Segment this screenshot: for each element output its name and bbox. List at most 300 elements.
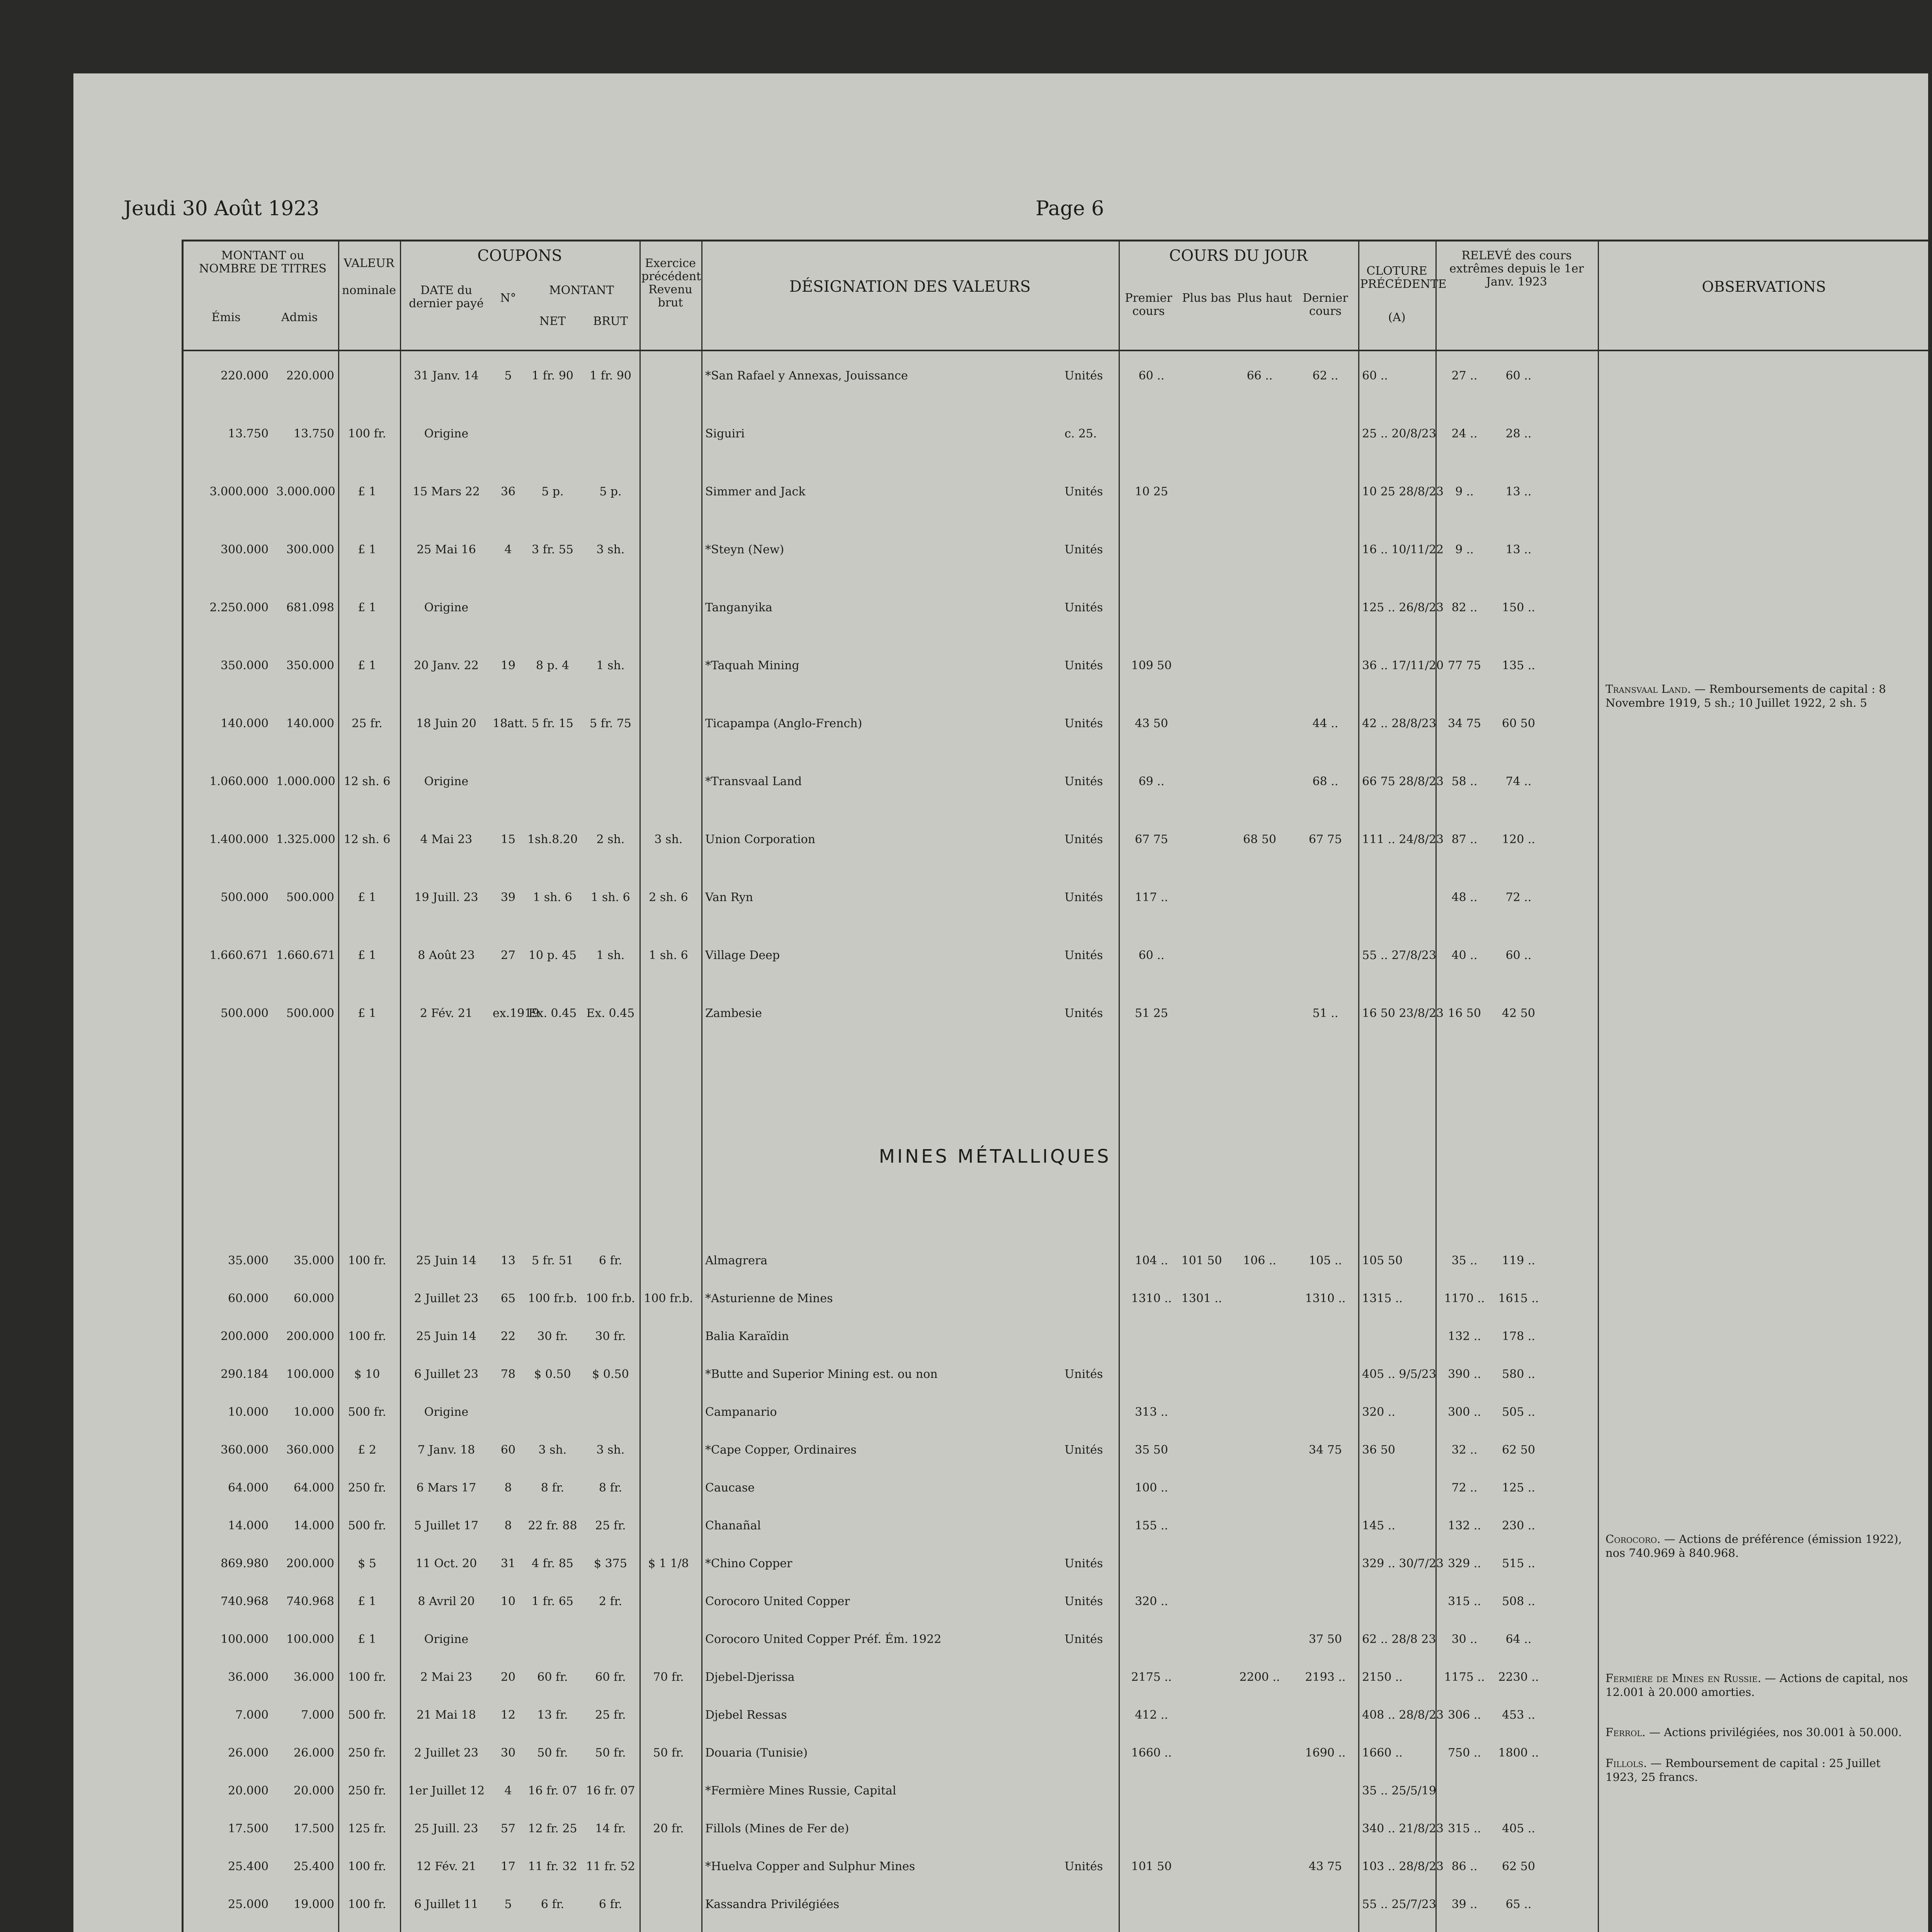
cell-releve-haut: 64 .. <box>1505 1633 1532 1646</box>
table-row <box>184 1367 1930 1385</box>
cell-dernier: 44 .. <box>1312 717 1338 730</box>
cell-releve-bas: 77 75 <box>1448 659 1481 672</box>
cell-net: 8 fr. <box>541 1481 565 1495</box>
table-row <box>184 1860 1930 1878</box>
cell-valeur: $ 10 <box>354 1367 380 1381</box>
cell-releve-bas: 30 .. <box>1451 1633 1478 1646</box>
cell-brut: 3 sh. <box>596 1443 625 1457</box>
cell-releve-haut: 1800 .. <box>1498 1746 1539 1760</box>
cell-releve-bas: 86 .. <box>1451 1860 1478 1873</box>
cell-brut: 6 fr. <box>599 1898 622 1911</box>
cell-dernier: 37 50 <box>1309 1633 1342 1646</box>
cell-valeur: 500 fr. <box>348 1519 386 1532</box>
cell-releve-bas: 329 .. <box>1448 1557 1481 1570</box>
cell-releve-bas: 34 75 <box>1448 717 1481 730</box>
cell-valeur: 100 fr. <box>348 1860 386 1873</box>
observation-text: — Actions de capital, nos 12.001 à 20.000 amorties. <box>1605 1672 1908 1699</box>
cell-valeur: £ 2 <box>358 1443 376 1457</box>
table-row <box>184 1405 1930 1423</box>
cell-exercice: 20 fr. <box>653 1822 684 1835</box>
cell-admis: 140.000 <box>286 717 334 730</box>
cell-releve-bas: 300 .. <box>1448 1405 1481 1419</box>
cell-date: 25 Mai 16 <box>417 543 476 556</box>
observation-lead: Ferrol. <box>1605 1726 1649 1739</box>
cell-releve-bas: 82 .. <box>1451 601 1478 614</box>
cell-valeur: 100 fr. <box>348 1898 386 1911</box>
header-emis: Émis <box>211 311 241 324</box>
cell-net: 10 p. 45 <box>528 949 577 962</box>
table-row <box>184 1292 1930 1310</box>
cell-valeur: 100 fr. <box>348 427 386 440</box>
cell-valeur: $ 5 <box>358 1557 376 1570</box>
cell-date: 31 Janv. 14 <box>414 369 479 383</box>
issue-date: Jeudi 30 Août 1923 <box>124 197 320 220</box>
cell-cloture: 105 50 <box>1362 1254 1403 1267</box>
cell-numero: 60 <box>500 1443 516 1457</box>
cell-designation: Djebel Ressas <box>705 1708 787 1722</box>
cell-numero: 13 <box>500 1254 516 1267</box>
header-valeur: VALEUR <box>344 257 395 270</box>
cell-emis: 60.000 <box>228 1292 269 1305</box>
cell-numero: 36 <box>500 485 516 498</box>
cell-emis: 500.000 <box>220 891 269 904</box>
cell-net: 1 sh. 6 <box>533 891 572 904</box>
cell-date: 7 Janv. 18 <box>417 1443 475 1457</box>
cell-date: 25 Juill. 23 <box>414 1822 478 1835</box>
cell-net: 11 fr. 32 <box>528 1860 577 1873</box>
cell-date: Origine <box>424 1405 469 1419</box>
cell-exercice: 100 fr.b. <box>644 1292 693 1305</box>
cell-valeur: 500 fr. <box>348 1708 386 1722</box>
cell-designation: *Asturienne de Mines <box>705 1292 833 1305</box>
cell-admis: 200.000 <box>286 1330 334 1343</box>
cell-releve-bas: 9 .. <box>1455 485 1474 498</box>
cell-releve-bas: 9 .. <box>1455 543 1474 556</box>
cell-cloture: 405 .. 9/5/23 <box>1362 1367 1436 1381</box>
table-row <box>184 1443 1930 1461</box>
cell-date: 5 Juillet 17 <box>414 1519 479 1532</box>
cell-numero: 12 <box>500 1708 516 1722</box>
cell-releve-haut: 60 .. <box>1505 949 1532 962</box>
cell-admis: 14.000 <box>294 1519 334 1532</box>
cell-admis: 17.500 <box>294 1822 334 1835</box>
cell-emis: 13.750 <box>228 427 269 440</box>
cell-premier: 117 .. <box>1135 891 1168 904</box>
observation-lead: Transvaal Land. <box>1605 682 1695 696</box>
cell-emis: 220.000 <box>220 369 269 383</box>
cell-releve-bas: 1170 .. <box>1444 1292 1485 1305</box>
cell-qualifier: Unités <box>1065 833 1103 846</box>
page-number: Page 6 <box>1036 197 1104 220</box>
cell-admis: 7.000 <box>301 1708 334 1722</box>
header-net: NET <box>539 315 566 328</box>
cell-premier: 412 .. <box>1135 1708 1168 1722</box>
cell-emis: 140.000 <box>220 717 269 730</box>
cell-exercice: 50 fr. <box>653 1746 684 1760</box>
cell-numero: 57 <box>500 1822 516 1835</box>
cell-cloture: 329 .. 30/7/23 <box>1362 1557 1444 1570</box>
cell-emis: 1.400.000 <box>209 833 269 846</box>
cell-releve-haut: 60 .. <box>1505 369 1532 383</box>
cell-admis: 3.000.000 <box>276 485 335 498</box>
cell-valeur: £ 1 <box>358 1007 376 1020</box>
cell-designation: Kassandra Privilégiées <box>705 1898 839 1911</box>
cell-premier: 104 .. <box>1135 1254 1168 1267</box>
cell-admis: 60.000 <box>294 1292 334 1305</box>
cell-date: 2 Juillet 23 <box>414 1292 479 1305</box>
cell-releve-bas: 16 50 <box>1448 1007 1481 1020</box>
cell-numero: 30 <box>500 1746 516 1760</box>
cell-date: 18 Juin 20 <box>416 717 476 730</box>
cell-valeur: £ 1 <box>358 891 376 904</box>
cell-brut: 3 sh. <box>596 543 625 556</box>
cell-numero: 15 <box>500 833 516 846</box>
cell-valeur: £ 1 <box>358 1633 376 1646</box>
cell-qualifier: Unités <box>1065 601 1103 614</box>
cell-numero: 39 <box>500 891 516 904</box>
cell-cloture: 36 50 <box>1362 1443 1395 1457</box>
table-row <box>184 485 1930 503</box>
cell-valeur: 100 fr. <box>348 1670 386 1684</box>
cell-emis: 35.000 <box>228 1254 269 1267</box>
cell-designation: Simmer and Jack <box>705 485 806 498</box>
cell-net: 8 p. 4 <box>536 659 569 672</box>
cell-qualifier: Unités <box>1065 1557 1103 1570</box>
cell-cloture: 2150 .. <box>1362 1670 1403 1684</box>
cell-numero: 20 <box>500 1670 516 1684</box>
cell-date: 25 Juin 14 <box>416 1254 476 1267</box>
cell-admis: 19.000 <box>294 1898 334 1911</box>
cell-emis: 1.660.671 <box>209 949 269 962</box>
metal-mines-rows <box>184 1254 1930 1932</box>
cell-net: 1sh.8.20 <box>527 833 578 846</box>
cell-brut: 1 sh. <box>596 659 625 672</box>
header-dernier: Dernier cours <box>1303 291 1348 318</box>
cell-plus-bas: 101 50 <box>1181 1254 1222 1267</box>
table-row <box>184 1007 1930 1024</box>
cell-releve-bas: 35 .. <box>1451 1254 1478 1267</box>
observation-note <box>1605 1671 1915 1699</box>
cell-exercice: 3 sh. <box>654 833 683 846</box>
cell-releve-bas: 27 .. <box>1451 369 1478 383</box>
cell-valeur: 100 fr. <box>348 1254 386 1267</box>
cell-designation: Village Deep <box>705 949 780 962</box>
cell-admis: 681.098 <box>286 601 334 614</box>
cell-releve-haut: 74 .. <box>1505 775 1532 788</box>
table-row <box>184 427 1930 445</box>
cell-net: 1 fr. 90 <box>531 369 574 383</box>
cell-designation: *Huelva Copper and Sulphur Mines <box>705 1860 915 1873</box>
cell-releve-haut: 515 .. <box>1502 1557 1535 1570</box>
cell-releve-bas: 87 .. <box>1451 833 1478 846</box>
cell-date: 15 Mars 22 <box>413 485 480 498</box>
cell-designation: Almagrera <box>705 1254 768 1267</box>
cell-releve-bas: 24 .. <box>1451 427 1478 440</box>
cell-numero: 4 <box>504 543 512 556</box>
cell-qualifier: Unités <box>1065 1595 1103 1608</box>
cell-releve-haut: 453 .. <box>1502 1708 1535 1722</box>
cell-releve-bas: 132 .. <box>1448 1330 1481 1343</box>
cell-dernier: 62 .. <box>1312 369 1338 383</box>
header-exercice: Exercice précédent Revenu brut <box>641 257 701 310</box>
cell-net: 3 sh. <box>538 1443 567 1457</box>
cell-releve-haut: 150 .. <box>1502 601 1535 614</box>
cell-net: 4 fr. 85 <box>531 1557 574 1570</box>
table-row <box>184 891 1930 908</box>
cell-qualifier: Unités <box>1065 717 1103 730</box>
header-nominale: nominale <box>342 284 396 297</box>
cell-numero: 19 <box>500 659 516 672</box>
cell-releve-bas: 40 .. <box>1451 949 1478 962</box>
cell-releve-haut: 65 .. <box>1505 1898 1532 1911</box>
table-row <box>184 1633 1930 1650</box>
cell-brut: 5 fr. 75 <box>589 717 632 730</box>
cell-date: 1er Juillet 12 <box>408 1784 485 1798</box>
cell-net: 12 fr. 25 <box>528 1822 577 1835</box>
header-coupons: COUPONS <box>477 247 562 265</box>
cell-premier: 10 25 <box>1135 485 1168 498</box>
cell-dernier: 105 .. <box>1309 1254 1342 1267</box>
cell-date: 6 Juillet 23 <box>414 1367 479 1381</box>
cell-dernier: 34 75 <box>1309 1443 1342 1457</box>
cell-designation: Corocoro United Copper Préf. Ém. 1922 <box>705 1633 942 1646</box>
cell-designation: Fillols (Mines de Fer de) <box>705 1822 849 1835</box>
cell-premier: 2175 .. <box>1131 1670 1172 1684</box>
header-plus-bas: Plus bas <box>1182 291 1231 305</box>
cell-dernier: 1310 .. <box>1305 1292 1346 1305</box>
cell-net: 30 fr. <box>537 1330 568 1343</box>
table-row <box>184 1822 1930 1840</box>
cell-premier: 109 50 <box>1131 659 1172 672</box>
table-row <box>184 601 1930 619</box>
cell-premier: 320 .. <box>1135 1595 1168 1608</box>
cell-qualifier: Unités <box>1065 1860 1103 1873</box>
cell-releve-haut: 13 .. <box>1505 485 1532 498</box>
cell-releve-bas: 72 .. <box>1451 1481 1478 1495</box>
cell-admis: 500.000 <box>286 891 334 904</box>
cell-premier: 60 .. <box>1138 949 1165 962</box>
cell-cloture: 10 25 28/8/23 <box>1362 485 1444 498</box>
cell-admis: 1.660.671 <box>276 949 335 962</box>
observation-note <box>1605 682 1915 710</box>
cell-brut: 25 fr. <box>595 1708 626 1722</box>
table-row <box>184 1481 1930 1499</box>
cell-emis: 20.000 <box>228 1784 269 1798</box>
gold-mines-rows <box>184 369 1930 1065</box>
observation-lead: Corocoro. <box>1605 1532 1664 1546</box>
cell-plus-haut: 2200 .. <box>1239 1670 1280 1684</box>
cell-releve-haut: 120 .. <box>1502 833 1535 846</box>
cell-net: 22 fr. 88 <box>528 1519 577 1532</box>
cell-premier: 60 .. <box>1138 369 1165 383</box>
cell-releve-bas: 315 .. <box>1448 1822 1481 1835</box>
table-row <box>184 369 1930 387</box>
cell-premier: 100 .. <box>1135 1481 1168 1495</box>
cell-emis: 300.000 <box>220 543 269 556</box>
cell-admis: 1.325.000 <box>276 833 335 846</box>
cell-designation: Zambesie <box>705 1007 762 1020</box>
cell-valeur: £ 1 <box>358 659 376 672</box>
cell-qualifier: Unités <box>1065 775 1103 788</box>
cell-admis: 10.000 <box>294 1405 334 1419</box>
cell-emis: 350.000 <box>220 659 269 672</box>
cell-admis: 20.000 <box>294 1784 334 1798</box>
cell-designation: *Taquah Mining <box>705 659 799 672</box>
cell-numero: 65 <box>500 1292 516 1305</box>
cell-brut: 1 fr. 90 <box>589 369 632 383</box>
observation-note <box>1605 1532 1915 1560</box>
table-row <box>184 949 1930 966</box>
cell-releve-bas: 750 .. <box>1448 1746 1481 1760</box>
cell-cloture: 125 .. 26/8/23 <box>1362 601 1444 614</box>
table-row <box>184 1330 1930 1347</box>
cell-date: 2 Mai 23 <box>420 1670 473 1684</box>
header-brut: BRUT <box>593 315 628 328</box>
cell-emis: 25.000 <box>228 1898 269 1911</box>
cell-valeur: 250 fr. <box>348 1784 386 1798</box>
cell-qualifier: Unités <box>1065 1007 1103 1020</box>
cell-releve-haut: 505 .. <box>1502 1405 1535 1419</box>
cell-plus-haut: 106 .. <box>1243 1254 1276 1267</box>
cell-cloture: 25 .. 20/8/23 <box>1362 427 1436 440</box>
cell-emis: 14.000 <box>228 1519 269 1532</box>
cell-brut: 1 sh. 6 <box>591 891 630 904</box>
cell-cloture: 145 .. <box>1362 1519 1395 1532</box>
cell-designation: Douaria (Tunisie) <box>705 1746 808 1760</box>
cell-valeur: 500 fr. <box>348 1405 386 1419</box>
cell-designation: *Steyn (New) <box>705 543 784 556</box>
cell-designation: *San Rafael y Annexas, Jouissance <box>705 369 908 383</box>
cell-net: 3 fr. 55 <box>531 543 574 556</box>
cell-dernier: 43 75 <box>1309 1860 1342 1873</box>
cell-admis: 350.000 <box>286 659 334 672</box>
cell-net: 60 fr. <box>537 1670 568 1684</box>
cell-designation: Van Ryn <box>705 891 753 904</box>
cell-date: 8 Avril 20 <box>418 1595 475 1608</box>
cell-designation: Siguiri <box>705 427 745 440</box>
cell-net: 5 fr. 15 <box>531 717 574 730</box>
cell-date: 2 Fév. 21 <box>420 1007 473 1020</box>
table-row <box>184 1595 1930 1612</box>
cell-admis: 740.968 <box>286 1595 334 1608</box>
cell-releve-bas: 32 .. <box>1451 1443 1478 1457</box>
cell-qualifier: Unités <box>1065 485 1103 498</box>
cell-brut: 8 fr. <box>599 1481 622 1495</box>
cell-net: 13 fr. <box>537 1708 568 1722</box>
cell-premier: 69 .. <box>1138 775 1165 788</box>
cell-cloture: 35 .. 25/5/19 <box>1362 1784 1436 1798</box>
cell-date: 21 Mai 18 <box>417 1708 476 1722</box>
cell-designation: Tanganyika <box>705 601 772 614</box>
cell-emis: 17.500 <box>228 1822 269 1835</box>
table-row <box>184 775 1930 793</box>
cell-cloture: 36 .. 17/11/20 <box>1362 659 1444 672</box>
cell-cloture: 55 .. 27/8/23 <box>1362 949 1436 962</box>
cell-qualifier: Unités <box>1065 1367 1103 1381</box>
cell-plus-bas: 1301 .. <box>1181 1292 1222 1305</box>
cell-cloture: 62 .. 28/8 23 <box>1362 1633 1436 1646</box>
cell-releve-bas: 132 .. <box>1448 1519 1481 1532</box>
observation-lead: Fillols. <box>1605 1757 1651 1770</box>
cell-releve-haut: 580 .. <box>1502 1367 1535 1381</box>
header-cloture: CLOTURE PRÉCÉDENTE <box>1360 264 1447 291</box>
table-row <box>184 717 1930 735</box>
cell-cloture: 66 75 28/8/23 <box>1362 775 1444 788</box>
cell-premier: 1660 .. <box>1131 1746 1172 1760</box>
cell-date: Origine <box>424 601 469 614</box>
cell-valeur: £ 1 <box>358 601 376 614</box>
cell-designation: Ticapampa (Anglo-French) <box>705 717 862 730</box>
cell-releve-haut: 1615 .. <box>1498 1292 1539 1305</box>
cell-brut: 14 fr. <box>595 1822 626 1835</box>
cell-emis: 869.980 <box>220 1557 269 1570</box>
header-montant-coupon: MONTANT <box>549 284 614 297</box>
table-row <box>184 1784 1930 1802</box>
cell-designation: *Cape Copper, Ordinaires <box>705 1443 857 1457</box>
cell-exercice: $ 1 1/8 <box>648 1557 689 1570</box>
cell-emis: 740.968 <box>220 1595 269 1608</box>
cell-brut: 1 sh. <box>596 949 625 962</box>
cell-exercice: 2 sh. 6 <box>649 891 688 904</box>
cell-numero: 8 <box>504 1519 512 1532</box>
cell-designation: *Fermière Mines Russie, Capital <box>705 1784 896 1798</box>
cell-numero: 5 <box>504 1898 512 1911</box>
page-header <box>124 197 1920 224</box>
cell-qualifier: Unités <box>1065 949 1103 962</box>
cell-date: 6 Juillet 11 <box>414 1898 479 1911</box>
cell-dernier: 68 .. <box>1312 775 1338 788</box>
cell-releve-bas: 58 .. <box>1451 775 1478 788</box>
cell-releve-haut: 28 .. <box>1505 427 1532 440</box>
header-cours-du-jour: COURS DU JOUR <box>1169 247 1308 265</box>
cell-net: 5 fr. 51 <box>531 1254 574 1267</box>
cell-numero: ex.1919 <box>493 1007 539 1020</box>
table-row <box>184 659 1930 677</box>
cell-cloture: 408 .. 28/8/23 <box>1362 1708 1444 1722</box>
cell-exercice: 70 fr. <box>653 1670 684 1684</box>
cell-brut: $ 375 <box>594 1557 627 1570</box>
cell-numero: 8 <box>504 1481 512 1495</box>
cell-emis: 36.000 <box>228 1670 269 1684</box>
cell-brut: 16 fr. 07 <box>586 1784 635 1798</box>
cell-cloture: 1660 .. <box>1362 1746 1403 1760</box>
cell-date: 8 Août 23 <box>418 949 475 962</box>
cell-brut: Ex. 0.45 <box>586 1007 635 1020</box>
cell-cloture: 103 .. 28/8/23 <box>1362 1860 1444 1873</box>
observation-text: — Actions de préférence (émission 1922), nos 740.969 à 840.968. <box>1605 1532 1902 1560</box>
cell-releve-haut: 178 .. <box>1502 1330 1535 1343</box>
header-date-dernier: DATE du dernier payé <box>409 284 484 310</box>
cell-dernier: 67 75 <box>1309 833 1342 846</box>
cell-releve-haut: 508 .. <box>1502 1595 1535 1608</box>
cell-premier: 51 25 <box>1135 1007 1168 1020</box>
cell-brut: 30 fr. <box>595 1330 626 1343</box>
table-row <box>184 1254 1930 1272</box>
header-premier: Premier cours <box>1125 291 1172 318</box>
cell-emis: 200.000 <box>220 1330 269 1343</box>
cell-releve-bas: 315 .. <box>1448 1595 1481 1608</box>
cell-date: Origine <box>424 1633 469 1646</box>
cell-dernier: 1690 .. <box>1305 1746 1346 1760</box>
cell-date: 2 Juillet 23 <box>414 1746 479 1760</box>
cell-releve-haut: 119 .. <box>1502 1254 1535 1267</box>
cell-net: $ 0.50 <box>534 1367 571 1381</box>
cell-emis: 1.060.000 <box>209 775 269 788</box>
cell-emis: 100.000 <box>220 1633 269 1646</box>
cell-net: 5 p. <box>541 485 564 498</box>
cell-releve-bas: 390 .. <box>1448 1367 1481 1381</box>
observation-text: — Actions privilégiées, nos 30.001 à 50.000. <box>1649 1726 1902 1739</box>
